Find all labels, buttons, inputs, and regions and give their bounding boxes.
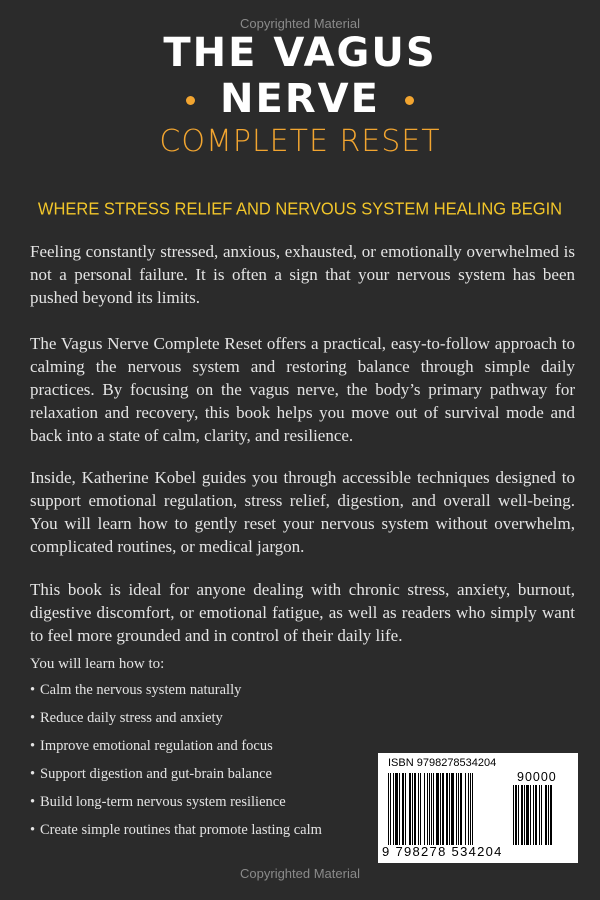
barcode-icon bbox=[388, 773, 506, 845]
list-item: • Reduce daily stress and anxiety bbox=[30, 710, 223, 726]
book-subtitle: COMPLETE RESET bbox=[159, 124, 441, 159]
barcode-bar bbox=[399, 773, 400, 845]
book-title-line-1: THE VAGUS bbox=[163, 30, 437, 76]
barcode-bar bbox=[524, 785, 525, 845]
barcode-bar bbox=[449, 773, 450, 845]
barcode-bar bbox=[533, 785, 534, 845]
barcode-bar bbox=[468, 773, 469, 845]
book-title-line-2: NERVE bbox=[220, 76, 380, 122]
list-item-text: Calm the nervous system naturally bbox=[40, 682, 242, 698]
list-item: • Create simple routines that promote lasting calm bbox=[30, 822, 322, 838]
description-paragraph-3: Inside, Katherine Kobel guides you through accessible techniques designed to support emotional regulation, stress relief, digestion, and overall well-being. You will learn how to gently reset your nervous system without overwhelm, complicated routines, or medical jargon. bbox=[30, 468, 575, 556]
list-item-text: Support digestion and gut-brain balance bbox=[40, 766, 272, 782]
list-item-text: Create simple routines that promote lasting calm bbox=[40, 822, 322, 838]
barcode-bar bbox=[405, 773, 406, 845]
list-item-text: Reduce daily stress and anxiety bbox=[40, 710, 223, 726]
barcode-bar bbox=[470, 773, 471, 845]
barcode-bar bbox=[458, 773, 459, 845]
learn-list bbox=[30, 680, 322, 848]
barcode-bar bbox=[460, 773, 462, 845]
barcode-bar bbox=[456, 773, 457, 845]
barcode-bar bbox=[465, 773, 466, 845]
barcode-bar bbox=[550, 785, 552, 845]
learn-intro: You will learn how to: bbox=[30, 656, 165, 672]
barcode-bar bbox=[409, 773, 411, 845]
barcode-bar bbox=[436, 773, 439, 845]
barcode-bar bbox=[402, 773, 404, 845]
barcode-bar bbox=[545, 785, 547, 845]
barcode-bar bbox=[418, 773, 419, 845]
barcode-bar bbox=[393, 773, 394, 845]
list-item-text: Build long-term nervous system resilience bbox=[40, 794, 286, 810]
barcode-bar bbox=[513, 785, 514, 845]
description-paragraph-4: This book is ideal for anyone dealing with chronic stress, anxiety, burnout, digestive discomfort, or emotional fatigue, as well as readers who simply want to feel more grounded and in control of their daily life. bbox=[30, 580, 575, 645]
barcode-bar bbox=[440, 773, 441, 845]
list-item: • Build long-term nervous system resilience bbox=[30, 794, 286, 810]
list-item: • Calm the nervous system naturally bbox=[30, 682, 242, 698]
list-item-text: Improve emotional regulation and focus bbox=[40, 738, 273, 754]
barcode-box bbox=[378, 753, 578, 863]
list-item: • Support digestion and gut-brain balance bbox=[30, 766, 272, 782]
barcode-bar bbox=[535, 785, 537, 845]
barcode-bar bbox=[424, 773, 425, 845]
barcode-bar bbox=[539, 785, 540, 845]
barcode-bar bbox=[530, 785, 531, 845]
list-item: • Improve emotional regulation and focus bbox=[30, 738, 273, 754]
watermark-bottom: Copyrighted Material bbox=[240, 866, 360, 881]
barcode-bar bbox=[446, 773, 448, 845]
barcode-bar bbox=[515, 785, 517, 845]
price-code: 90000 bbox=[517, 770, 557, 784]
barcode-bar bbox=[541, 785, 542, 845]
barcode-bar bbox=[526, 785, 529, 845]
bullet-dot-right-icon bbox=[405, 96, 414, 105]
barcode-bar bbox=[412, 773, 413, 845]
isbn-label: ISBN 9798278534204 bbox=[388, 757, 497, 769]
barcode-bar bbox=[431, 773, 432, 845]
description-paragraph-1: Feeling constantly stressed, anxious, exhausted, or emotionally overwhelmed is not a personal failure. It is often a sign that your nervous system has been pushed beyond its limits. bbox=[30, 242, 575, 307]
barcode-bar bbox=[427, 773, 428, 845]
tagline: WHERE STRESS RELIEF AND NERVOUS SYSTEM HEALING BEGIN bbox=[37, 199, 563, 219]
watermark-top: Copyrighted Material bbox=[240, 16, 360, 31]
barcode-bar bbox=[414, 773, 416, 845]
barcode-bar bbox=[388, 773, 389, 845]
barcode-bar bbox=[518, 785, 519, 845]
barcode-bar bbox=[420, 773, 421, 845]
barcode-bar bbox=[390, 773, 391, 845]
barcode-bar bbox=[451, 773, 454, 845]
barcode-bar bbox=[548, 785, 549, 845]
addon-barcode-icon bbox=[513, 785, 573, 845]
barcode-bar bbox=[395, 773, 398, 845]
ean-digits: 9 798278 534204 bbox=[382, 844, 503, 859]
barcode-bar bbox=[472, 773, 473, 845]
description-paragraph-2: The Vagus Nerve Complete Reset offers a practical, easy-to-follow approach to calming the nervous system and restoring balance through simple daily practices. By focusing on the vagus nerve, the body’s primary pathway for relaxation and recovery, this book helps you move out of survival mode and back into a state of calm, clarity, and resilience. bbox=[30, 334, 575, 445]
barcode-bar bbox=[521, 785, 523, 845]
barcode-bar bbox=[442, 773, 444, 845]
barcode-bar bbox=[433, 773, 434, 845]
barcode-bar bbox=[429, 773, 430, 845]
